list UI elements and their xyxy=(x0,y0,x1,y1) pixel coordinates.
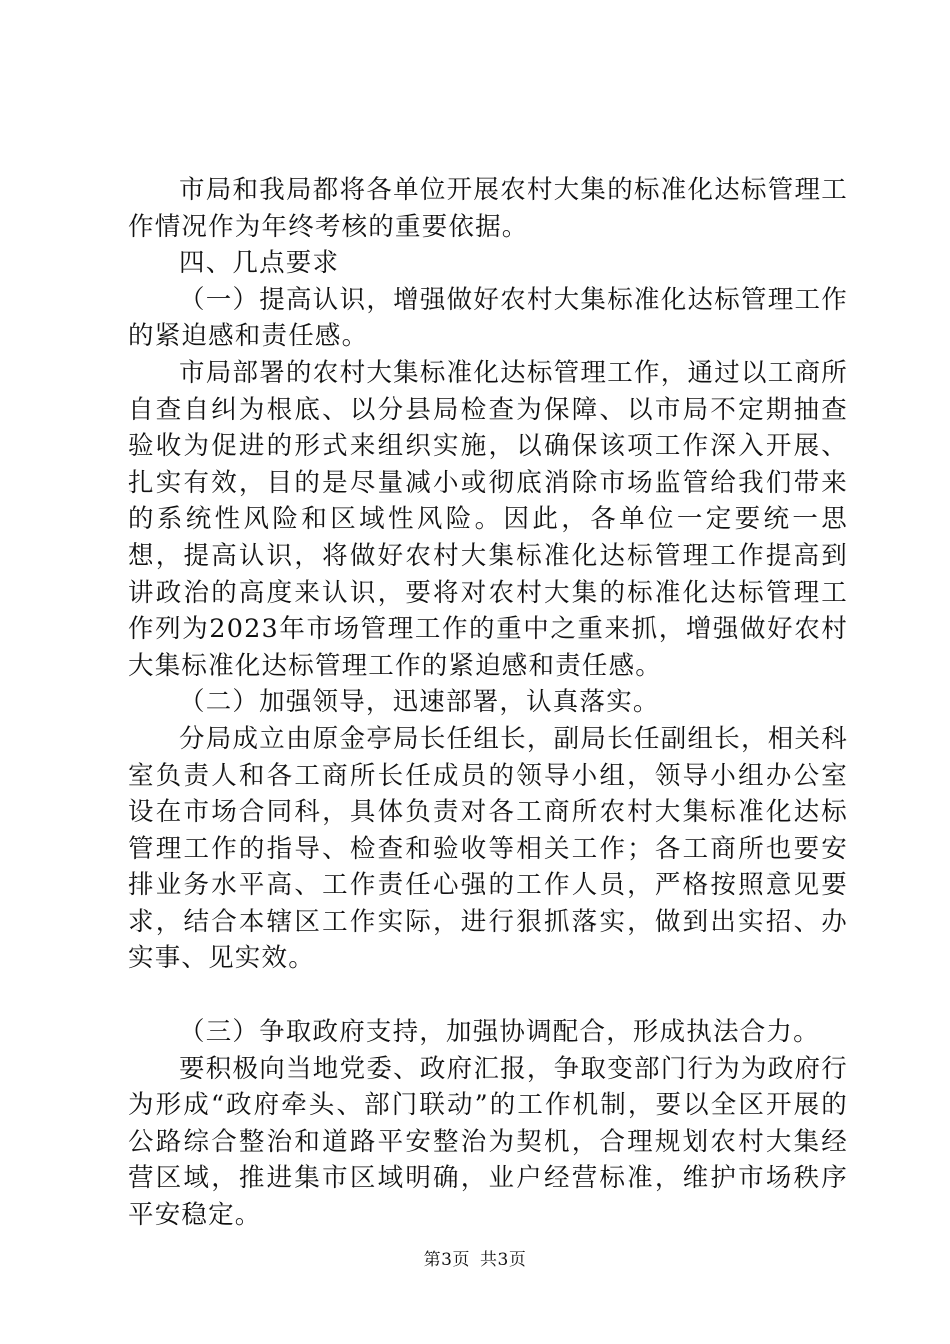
subheading-government-support: （三）争取政府支持，加强协调配合，形成执法合力。 xyxy=(179,1017,820,1048)
subheading-awareness: （一）提高认识，增强做好农村大集标准化达标管理工作的紧迫感和责任感。 xyxy=(128,284,848,352)
page-number-total: 共3页 xyxy=(480,1250,527,1270)
document-body xyxy=(128,172,848,1234)
paragraph-assessment: 市局和我局都将各单位开展农村大集的标准化达标管理工作情况作为年终考核的重要依据。 xyxy=(128,175,848,242)
paragraph-leadership: 分局成立由原金亭局长任组长，副局长任副组长，相关科室负责人和各工商所长任成员的领导小组，领导小组办公室设在市场合同科，具体负责对各工商所农村大集标准化达标管理工作的指导、检查和验收等相关工作；各工商所也要安排业务水平高、工作责任心强的工作人员，严格按照意见要求，结合本辖区工作实际，进行狠抓落实，做到出实招、办实事、见实效。 xyxy=(128,723,848,974)
subheading-leadership: （二）加强领导，迅速部署，认真落实。 xyxy=(179,687,660,718)
page-footer xyxy=(0,1245,950,1270)
page-number-current: 第3页 xyxy=(423,1250,470,1270)
paragraph-awareness: 市局部署的农村大集标准化达标管理工作，通过以工商所自查自纠为根底、以分县局检查为保障、以市局不定期抽查验收为促进的形式来组织实施，以确保该项工作深入开展、扎实有效，目的是尽量减小或彻底消除市场监管给我们带来的系统性风险和区域性风险。因此，各单位一定要统一思想，提高认识，将做好农村大集标准化达标管理工作提高到讲政治的高度来认识，要将对农村大集的标准化达标管理工作列为2023年市场管理工作的重中之重来抓，增强做好农村大集标准化达标管理工作的紧迫感和责任感。 xyxy=(128,357,848,681)
heading-requirements: 四、几点要求 xyxy=(179,248,340,279)
paragraph-government-support: 要积极向当地党委、政府汇报，争取变部门行为为政府行为形成“政府牵头、部门联动”的工作机制，要以全区开展的公路综合整治和道路平安整治为契机，合理规划农村大集经营区域，推进集市区域明确，业户经营标准，维护市场秩序平安稳定。 xyxy=(128,1053,848,1231)
paragraph-spacer xyxy=(128,977,848,1014)
